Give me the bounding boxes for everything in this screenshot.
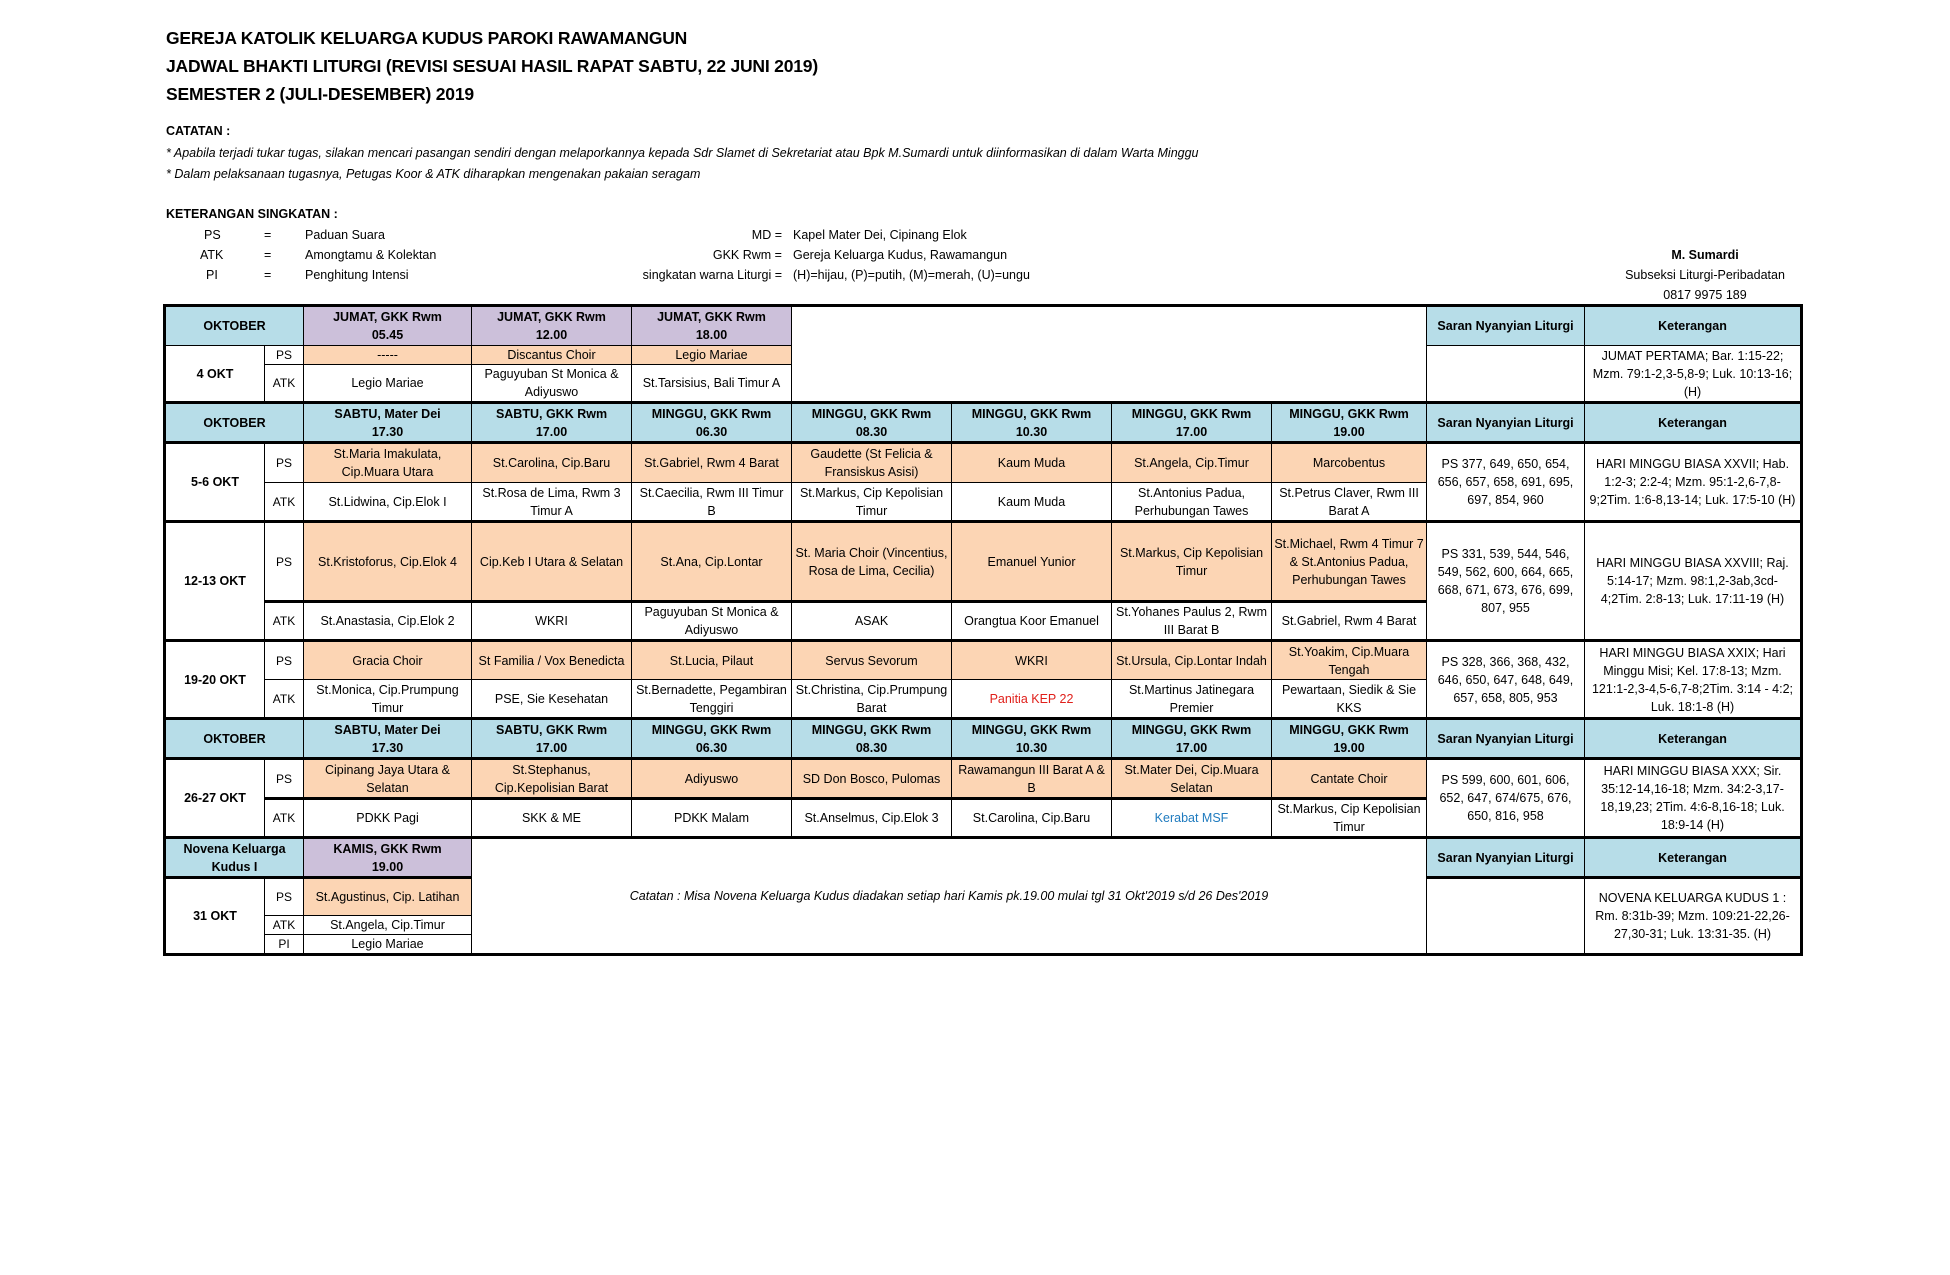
atk-cell: St.Markus, Cip Kepolisian Timur <box>792 483 952 522</box>
mass-day-location: JUMAT, GKK Rwm <box>333 310 442 324</box>
abbr-key: GKK Rwm = <box>712 248 782 262</box>
ps-cell: St.Maria Imakulata, Cip.Muara Utara <box>304 443 472 483</box>
keterangan-cell: HARI MINGGU BIASA XXVIII; Raj. 5:14-17; Mzm. 98:1,2-3ab,3cd-4;2Tim. 2:8-13; Luk. 17:11-19 (H) <box>1585 522 1802 641</box>
ps-cell: SD Don Bosco, Pulomas <box>792 759 952 799</box>
abbr-eq: = <box>264 228 272 242</box>
mass-day-location: KAMIS, GKK Rwm <box>333 841 442 856</box>
mass-header <box>1112 719 1272 759</box>
ps-cell: Marcobentus <box>1272 443 1427 483</box>
abbr-key: PS <box>204 228 221 242</box>
atk-cell: WKRI <box>472 602 632 641</box>
atk-cell: St.Bernadette, Pegambiran Tenggiri <box>632 680 792 719</box>
role-label: ATK <box>265 365 304 403</box>
atk-cell: St.Tarsisius, Bali Timur A <box>632 365 792 403</box>
table-row <box>165 522 1802 602</box>
abbr-value: Gereja Keluarga Kudus, Rawamangun <box>793 248 1008 262</box>
table-row <box>165 759 1802 799</box>
mass-day-location: SABTU, Mater Dei <box>334 722 441 737</box>
keterangan-header: Keterangan <box>1585 403 1802 443</box>
ps-cell: Gracia Choir <box>304 641 472 680</box>
mass-header <box>1272 719 1427 759</box>
ps-cell: St.Gabriel, Rwm 4 Barat <box>632 443 792 483</box>
ps-cell: St.Stephanus, Cip.Kepolisian Barat <box>472 759 632 799</box>
mass-header <box>304 719 472 759</box>
mass-time: 08.30 <box>855 740 888 755</box>
role-label: PI <box>265 935 304 955</box>
atk-cell: SKK & ME <box>472 799 632 838</box>
abbr-value: Paduan Suara <box>305 228 385 242</box>
empty-cell <box>792 306 1427 403</box>
mass-day-location: MINGGU, GKK Rwm <box>811 406 932 421</box>
saran-cell: PS 377, 649, 650, 654, 656, 657, 658, 691, 695, 697, 854, 960 <box>1427 443 1585 522</box>
mass-day-location: MINGGU, GKK Rwm <box>1131 722 1252 737</box>
atk-cell: Pewartaan, Siedik & Sie KKS <box>1272 680 1427 719</box>
atk-cell: St.Markus, Cip Kepolisian Timur <box>1272 799 1427 838</box>
month-header: OKTOBER <box>165 306 304 346</box>
saran-cell: PS 328, 366, 368, 432, 646, 650, 647, 648, 649, 657, 658, 805, 953 <box>1427 641 1585 719</box>
ps-cell: Discantus Choir <box>472 346 632 365</box>
keterangan-cell: JUMAT PERTAMA; Bar. 1:15-22; Mzm. 79:1-2,3-5,8-9; Luk. 10:13-16; (H) <box>1585 346 1802 403</box>
mass-header <box>1272 403 1427 443</box>
mass-time: 12.00 <box>535 328 568 342</box>
atk-cell: Paguyuban St Monica & Adiyuswo <box>632 602 792 641</box>
abbr-eq: = <box>264 268 272 282</box>
mass-time: 19.00 <box>1333 424 1365 439</box>
note-line-2: * Dalam pelaksanaan tugasnya, Petugas Koor & ATK diharapkan mengenakan pakaian seragam <box>166 167 701 181</box>
table-row <box>165 443 1802 483</box>
mass-day-location: SABTU, Mater Dei <box>334 406 441 421</box>
mass-time: 17.00 <box>535 740 568 755</box>
mass-header <box>952 403 1112 443</box>
date-cell: 26-27 OKT <box>165 759 265 838</box>
role-label: PS <box>265 443 304 483</box>
mass-header <box>792 403 952 443</box>
friday-header-row <box>165 306 1802 346</box>
ps-cell: Adiyuswo <box>632 759 792 799</box>
mass-time: 17.00 <box>1175 740 1208 755</box>
ps-cell: Cip.Keb I Utara & Selatan <box>472 522 632 602</box>
keterangan-header: Keterangan <box>1585 838 1802 878</box>
saran-cell <box>1427 346 1585 403</box>
ps-cell: Legio Mariae <box>632 346 792 365</box>
saran-cell <box>1427 878 1585 955</box>
mass-day-location: SABTU, GKK Rwm <box>495 406 608 421</box>
saran-header: Saran Nyanyian Liturgi <box>1427 719 1585 759</box>
role-label: PS <box>265 878 304 916</box>
signature-name: M. Sumardi <box>1671 248 1739 262</box>
atk-cell: PDKK Pagi <box>304 799 472 838</box>
atk-cell: Legio Mariae <box>304 365 472 403</box>
mass-header <box>472 719 632 759</box>
mass-header <box>304 838 472 878</box>
mass-day-location: MINGGU, GKK Rwm <box>811 722 932 737</box>
ps-cell: Emanuel Yunior <box>952 522 1112 602</box>
role-label: PS <box>265 522 304 602</box>
ps-cell: Kaum Muda <box>952 443 1112 483</box>
atk-cell: PDKK Malam <box>632 799 792 838</box>
weekend-header-row <box>165 403 1802 443</box>
atk-cell: St.Carolina, Cip.Baru <box>952 799 1112 838</box>
keterangan-header: Keterangan <box>1585 306 1802 346</box>
keterangan-cell: NOVENA KELUARGA KUDUS 1 : Rm. 8:31b-39; Mzm. 109:21-22,26-27,30-31; Luk. 13:31-35. (H) <box>1585 878 1802 955</box>
atk-cell: St.Martinus Jatinegara Premier <box>1112 680 1272 719</box>
atk-cell: St.Caecilia, Rwm III Timur B <box>632 483 792 522</box>
mass-header <box>304 306 472 346</box>
note-line-1: * Apabila terjadi tukar tugas, silakan mencari pasangan sendiri dengan melaporkannya kepada Sdr Slamet di Sekretariat atau Bpk M.Sumardi untuk diinformasikan di dalam Warta Minggu <box>166 146 1199 160</box>
mass-day-location: MINGGU, GKK Rwm <box>1289 722 1409 737</box>
ps-cell: St.Ana, Cip.Lontar <box>632 522 792 602</box>
atk-cell: Kerabat MSF <box>1112 799 1272 838</box>
ps-cell: St.Yoakim, Cip.Muara Tengah <box>1272 641 1427 680</box>
mass-day-location: MINGGU, GKK Rwm <box>971 722 1092 737</box>
saran-header: Saran Nyanyian Liturgi <box>1427 838 1585 878</box>
atk-cell: Kaum Muda <box>952 483 1112 522</box>
saran-cell: PS 331, 539, 544, 546, 549, 562, 600, 664, 665, 668, 671, 673, 676, 699, 807, 955 <box>1427 522 1585 641</box>
role-label: PS <box>265 759 304 799</box>
atk-cell: St.Monica, Cip.Prumpung Timur <box>304 680 472 719</box>
signature-role: Subseksi Liturgi-Peribadatan <box>1625 268 1785 282</box>
mass-day-location: JUMAT, GKK Rwm <box>497 310 606 324</box>
mass-day-location: MINGGU, GKK Rwm <box>1131 406 1252 421</box>
ps-cell: Gaudette (St Felicia & Fransiskus Asisi) <box>792 443 952 483</box>
saran-header: Saran Nyanyian Liturgi <box>1427 306 1585 346</box>
keterangan-cell: HARI MINGGU BIASA XXX; Sir. 35:12-14,16-18; Mzm. 34:2-3,17-18,19,23; 2Tim. 4:6-8,16-18; Luk. 18:9-14 (H) <box>1585 759 1802 838</box>
month-header: OKTOBER <box>165 719 304 759</box>
abbreviations-heading: KETERANGAN SINGKATAN : <box>166 207 338 221</box>
month-header: OKTOBER <box>165 403 304 443</box>
ps-cell: St.Michael, Rwm 4 Timur 7 & St.Antonius Padua, Perhubungan Tawes <box>1272 522 1427 602</box>
date-cell: 5-6 OKT <box>165 443 265 522</box>
ps-cell: St.Mater Dei, Cip.Muara Selatan <box>1112 759 1272 799</box>
atk-cell: St.Rosa de Lima, Rwm 3 Timur A <box>472 483 632 522</box>
atk-cell: St.Lidwina, Cip.Elok I <box>304 483 472 522</box>
mass-day-location: MINGGU, GKK Rwm <box>651 722 772 737</box>
saran-cell: PS 599, 600, 601, 606, 652, 647, 674/675, 676, 650, 816, 958 <box>1427 759 1585 838</box>
mass-time: 05.45 <box>371 328 404 342</box>
ps-cell: St.Agustinus, Cip. Latihan <box>304 878 472 916</box>
mass-header <box>632 306 792 346</box>
atk-cell: St.Anastasia, Cip.Elok 2 <box>304 602 472 641</box>
ps-cell: St.Carolina, Cip.Baru <box>472 443 632 483</box>
mass-time: 10.30 <box>1015 740 1048 755</box>
atk-cell: St.Angela, Cip.Timur <box>304 916 472 935</box>
atk-cell: St.Anselmus, Cip.Elok 3 <box>792 799 952 838</box>
mass-day-location: MINGGU, GKK Rwm <box>971 406 1092 421</box>
mass-day-location: SABTU, GKK Rwm <box>495 722 608 737</box>
date-cell: 19-20 OKT <box>165 641 265 719</box>
abbr-eq: = <box>264 248 272 262</box>
document-subtitle: JADWAL BHAKTI LITURGI (REVISI SESUAI HASIL RAPAT SABTU, 22 JUNI 2019) <box>166 56 818 76</box>
schedule-table <box>163 304 1803 956</box>
abbr-value: Penghitung Intensi <box>305 268 409 282</box>
mass-header <box>952 719 1112 759</box>
date-cell: 31 OKT <box>165 878 265 955</box>
mass-header <box>472 403 632 443</box>
novena-header-row <box>165 838 1802 878</box>
ps-cell: St.Markus, Cip Kepolisian Timur <box>1112 522 1272 602</box>
document-semester: SEMESTER 2 (JULI-DESEMBER) 2019 <box>166 84 474 104</box>
role-label: PS <box>265 641 304 680</box>
ps-cell: ----- <box>304 346 472 365</box>
table-row <box>165 641 1802 680</box>
weekend-header-row <box>165 719 1802 759</box>
keterangan-header: Keterangan <box>1585 719 1802 759</box>
role-label: ATK <box>265 916 304 935</box>
role-label: PS <box>265 346 304 365</box>
mass-header <box>632 403 792 443</box>
mass-header <box>632 719 792 759</box>
ps-cell: WKRI <box>952 641 1112 680</box>
keterangan-cell: HARI MINGGU BIASA XXVII; Hab. 1:2-3; 2:2-4; Mzm. 95:1-2,6-7,8-9;2Tim. 1:6-8,13-14; Luk. 17:5-10 (H) <box>1585 443 1802 522</box>
mass-header <box>1112 403 1272 443</box>
ps-cell: Cipinang Jaya Utara & Selatan <box>304 759 472 799</box>
abbr-key: singkatan warna Liturgi = <box>642 268 782 282</box>
atk-cell: St.Yohanes Paulus 2, Rwm III Barat B <box>1112 602 1272 641</box>
mass-time: 17.30 <box>371 424 404 439</box>
role-label: ATK <box>265 483 304 522</box>
atk-cell: St.Christina, Cip.Prumpung Barat <box>792 680 952 719</box>
pi-cell: Legio Mariae <box>304 935 472 955</box>
mass-time: 17.00 <box>1175 424 1208 439</box>
ps-cell: Servus Sevorum <box>792 641 952 680</box>
ps-cell: St. Maria Choir (Vincentius, Rosa de Lima, Cecilia) <box>792 522 952 602</box>
ps-cell: St.Angela, Cip.Timur <box>1112 443 1272 483</box>
atk-cell: PSE, Sie Kesehatan <box>472 680 632 719</box>
novena-label: Novena Keluarga Kudus I <box>165 838 304 878</box>
abbr-value: Amongtamu & Kolektan <box>305 248 437 262</box>
atk-cell: St.Gabriel, Rwm 4 Barat <box>1272 602 1427 641</box>
ps-cell: St.Lucia, Pilaut <box>632 641 792 680</box>
mass-time: 17.30 <box>371 740 404 755</box>
mass-time: 10.30 <box>1015 424 1048 439</box>
role-label: ATK <box>265 680 304 719</box>
notes-heading: CATATAN : <box>166 124 231 138</box>
mass-time: 19.00 <box>1333 740 1365 755</box>
mass-header <box>792 719 952 759</box>
ps-cell: Cantate Choir <box>1272 759 1427 799</box>
ps-cell: Rawamangun III Barat A & B <box>952 759 1112 799</box>
mass-time: 19.00 <box>371 859 404 874</box>
date-cell: 4 OKT <box>165 346 265 403</box>
mass-time: 08.30 <box>855 424 888 439</box>
mass-time: 17.00 <box>535 424 568 439</box>
mass-time: 18.00 <box>695 328 728 342</box>
mass-time: 06.30 <box>695 740 728 755</box>
role-label: ATK <box>265 602 304 641</box>
signature-phone: 0817 9975 189 <box>1663 288 1747 302</box>
abbr-value: (H)=hijau, (P)=putih, (M)=merah, (U)=ungu <box>793 268 1030 282</box>
saran-header: Saran Nyanyian Liturgi <box>1427 403 1585 443</box>
atk-cell: Paguyuban St Monica & Adiyuswo <box>472 365 632 403</box>
mass-day-location: JUMAT, GKK Rwm <box>657 310 766 324</box>
atk-cell: ASAK <box>792 602 952 641</box>
mass-time: 06.30 <box>695 424 728 439</box>
mass-header <box>472 306 632 346</box>
atk-cell: St.Antonius Padua, Perhubungan Tawes <box>1112 483 1272 522</box>
abbr-key: PI <box>206 268 218 282</box>
atk-cell: Panitia KEP 22 <box>952 680 1112 719</box>
mass-header <box>304 403 472 443</box>
atk-cell: St.Petrus Claver, Rwm III Barat A <box>1272 483 1427 522</box>
mass-day-location: MINGGU, GKK Rwm <box>651 406 772 421</box>
ps-cell: St Familia / Vox Benedicta <box>472 641 632 680</box>
abbr-value: Kapel Mater Dei, Cipinang Elok <box>793 228 967 242</box>
novena-note: Catatan : Misa Novena Keluarga Kudus diadakan setiap hari Kamis pk.19.00 mulai tgl 31 Okt'2019 s/d 26 Des'2019 <box>472 838 1427 955</box>
abbr-key: ATK <box>200 248 224 262</box>
role-label: ATK <box>265 799 304 838</box>
atk-cell: Orangtua Koor Emanuel <box>952 602 1112 641</box>
date-cell: 12-13 OKT <box>165 522 265 641</box>
ps-cell: St.Ursula, Cip.Lontar Indah <box>1112 641 1272 680</box>
document-title: GEREJA KATOLIK KELUARGA KUDUS PAROKI RAWAMANGUN <box>166 28 688 48</box>
ps-cell: St.Kristoforus, Cip.Elok 4 <box>304 522 472 602</box>
keterangan-cell: HARI MINGGU BIASA XXIX; Hari Minggu Misi; Kel. 17:8-13; Mzm. 121:1-2,3-4,5-6,7-8;2Tim. 3:14 - 4:2; Luk. 18:1-8 (H) <box>1585 641 1802 719</box>
mass-day-location: MINGGU, GKK Rwm <box>1289 406 1409 421</box>
abbr-key: MD = <box>751 228 782 242</box>
